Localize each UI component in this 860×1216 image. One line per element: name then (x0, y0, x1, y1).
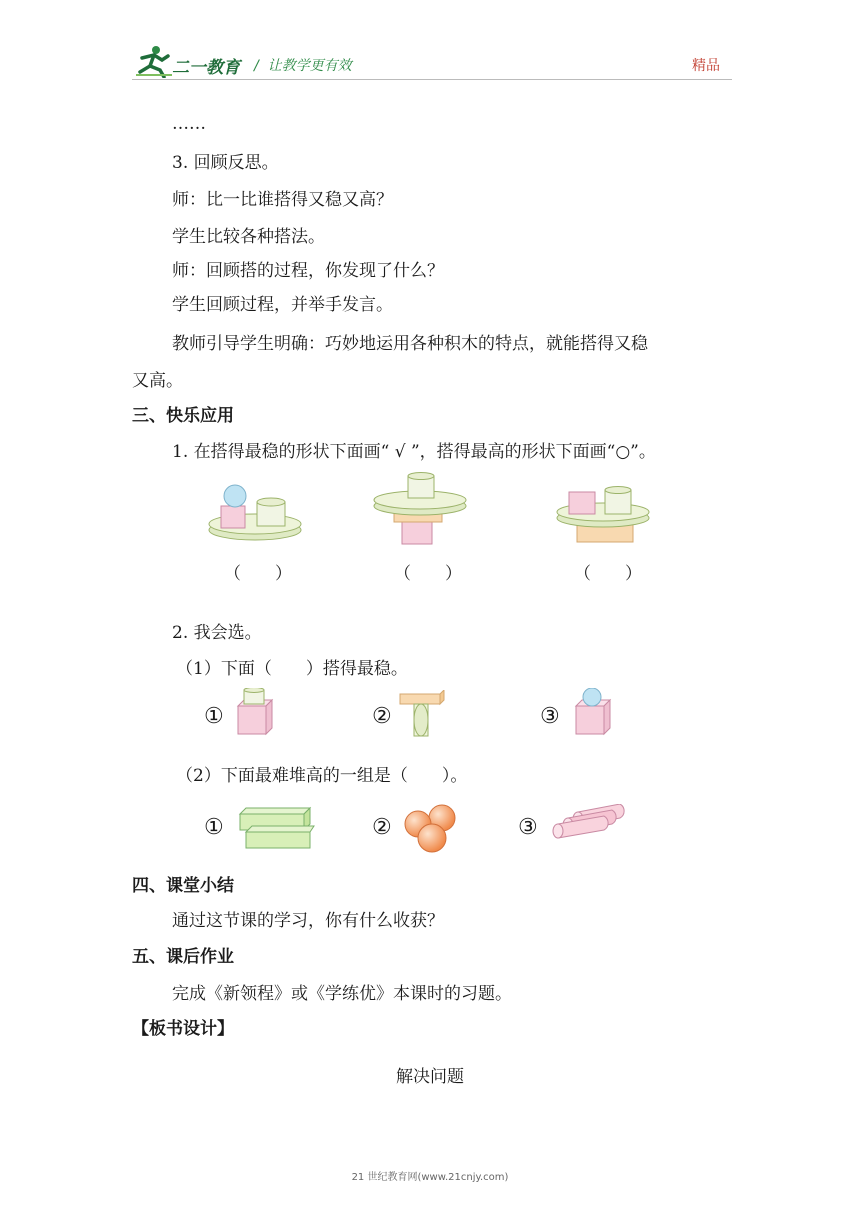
option-mark-4: ① (204, 815, 224, 840)
quality-label: 精品 (692, 58, 720, 74)
slogan (254, 55, 352, 75)
exercise-2-question-1: （1）下面（ ）搭得最稳。 (176, 659, 408, 679)
ball-on-cube-figure (572, 688, 614, 738)
guide-line-2: 又高。 (132, 371, 183, 391)
exercise-2: 2. 我会选。 (172, 623, 262, 643)
section-5-heading: 五、课后作业 (132, 947, 234, 967)
logo-text: 二一教育 (172, 58, 240, 78)
spheres-figure (402, 802, 458, 854)
slogan-separator: / (254, 58, 259, 74)
board-design-heading: 【板书设计】 (132, 1019, 234, 1039)
homework-text: 完成《新领程》或《学练优》本课时的习题。 (172, 984, 512, 1004)
section-3-heading: 三、快乐应用 (132, 406, 234, 426)
cylinders-figure (550, 804, 634, 844)
header-divider (132, 79, 732, 80)
slogan-text: 让教学更有效 (267, 58, 352, 74)
option-mark-3: ③ (540, 704, 560, 729)
board-title: 解决问题 (396, 1067, 464, 1087)
student-line-1: 学生比较各种搭法。 (172, 227, 325, 247)
answer-blank-2[interactable]: （ ） (394, 564, 462, 584)
stack-figure-2 (372, 472, 472, 548)
summary-question: 通过这节课的学习，你有什么收获？ (172, 911, 444, 931)
option-mark-2: ② (372, 704, 392, 729)
exercise-1: 1. 在搭得最稳的形状下面画“ √ ”，搭得最高的形状下面画“○”。 (172, 442, 656, 462)
stack-figure-3 (555, 482, 655, 548)
ellipsis: …… (172, 114, 206, 134)
option-mark-6: ③ (518, 815, 538, 840)
stacked-blocks-figure (236, 804, 316, 850)
page-header (0, 0, 860, 90)
step3-title: 3. 回顾反思。 (172, 153, 279, 173)
exercise-2-question-2: （2）下面最难堆高的一组是（ ）。 (176, 766, 468, 786)
section-4-heading: 四、课堂小结 (132, 876, 234, 896)
plank-on-cylinder-figure (398, 690, 446, 738)
logo-runner-icon (134, 44, 174, 78)
student-line-2: 学生回顾过程，并举手发言。 (172, 295, 393, 315)
teacher-question-2: 师：回顾搭的过程，你发现了什么？ (172, 261, 444, 281)
teacher-question-1: 师：比一比谁搭得又稳又高？ (172, 190, 393, 210)
cylinder-on-cube-figure (234, 688, 274, 738)
option-mark-1: ① (204, 704, 224, 729)
page-footer: 21 世纪教育网(www.21cnjy.com) (351, 1172, 509, 1183)
answer-blank-3[interactable]: （ ） (574, 564, 642, 584)
answer-blank-1[interactable]: （ ） (224, 564, 292, 584)
guide-line-1: 教师引导学生明确：巧妙地运用各种积木的特点，就能搭得又稳 (172, 334, 648, 354)
stack-figure-1 (205, 478, 305, 548)
option-mark-5: ② (372, 815, 392, 840)
